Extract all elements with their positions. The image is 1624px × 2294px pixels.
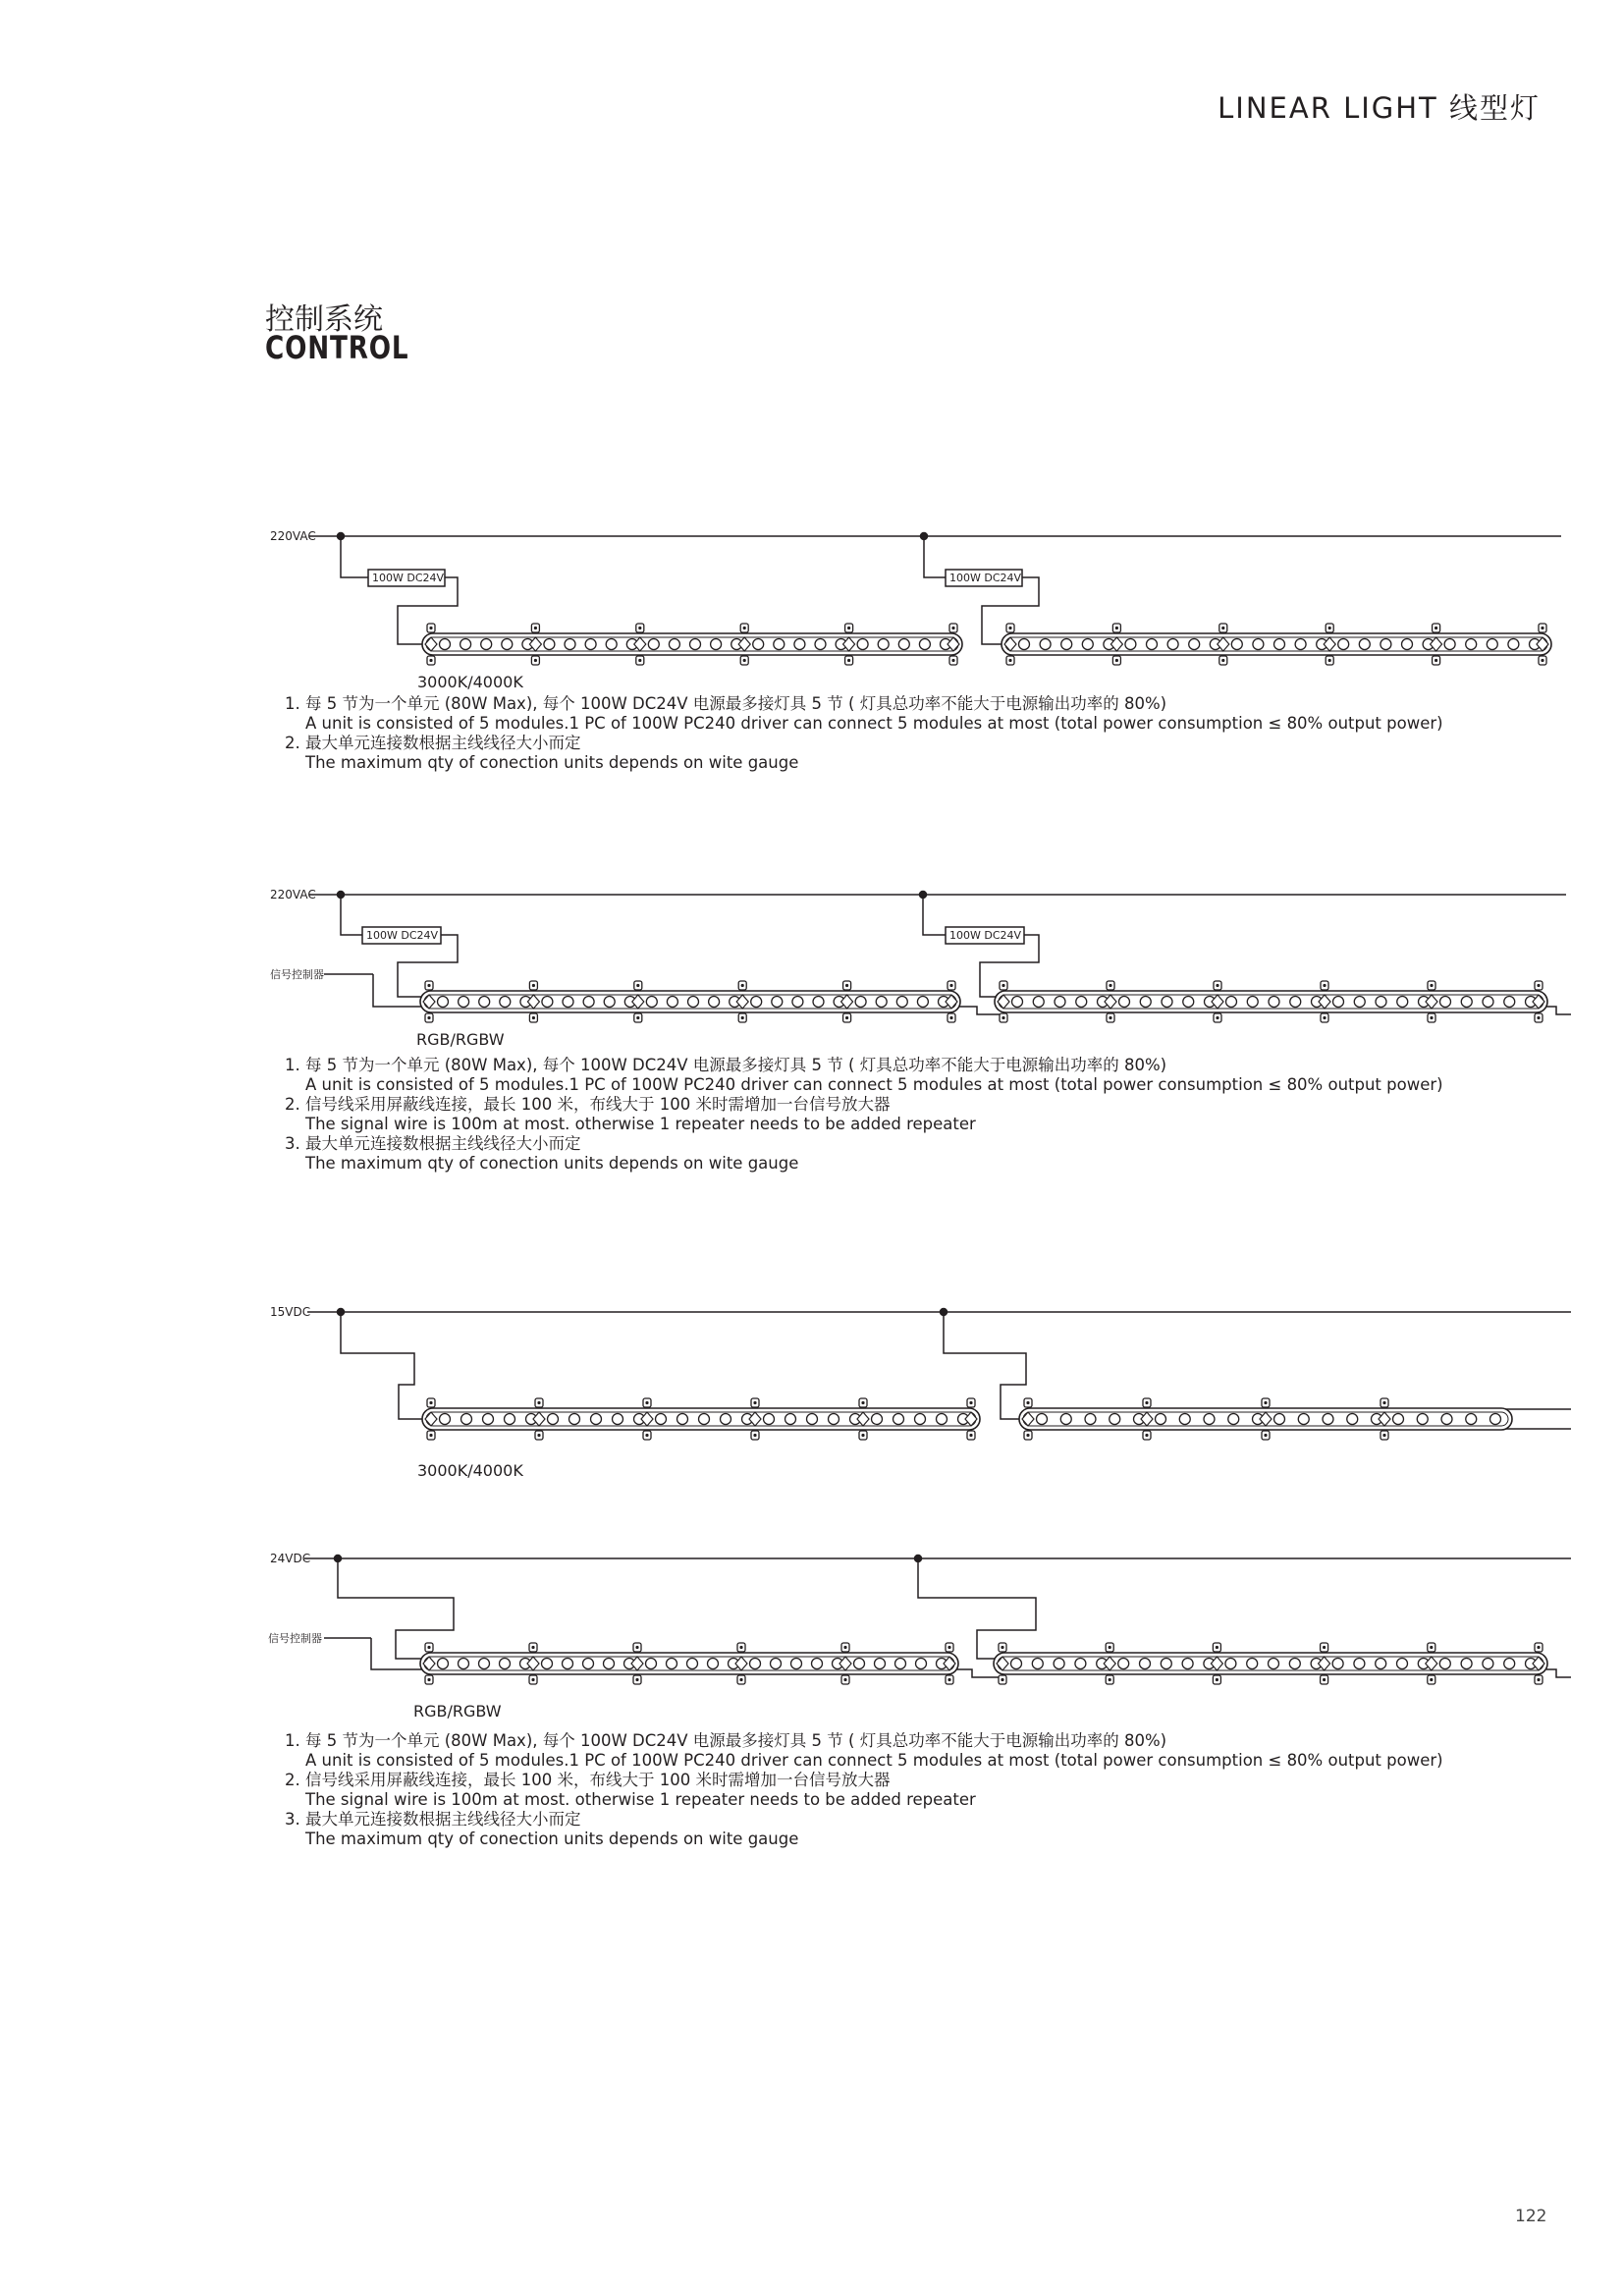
notes-block-2 [285, 1056, 1443, 1174]
driver-label-2: 100W DC24V [949, 572, 1022, 584]
note-en: A unit is consisted of 5 modules.1 PC of 100W PC240 driver can connect 5 modules at most (total power consumption ≤ 80% output power) [305, 1075, 1443, 1094]
controller-label-1: 信号控制器 [270, 968, 324, 981]
note-cn: 1. 每 5 节为一个单元 (80W Max), 每个 100W DC24V 电源最多接灯具 5 节 ( 灯具总功率不能大于电源输出功率的 80%) [285, 1731, 1167, 1750]
note-cn: 2. 信号线采用屏蔽线连接，最长 100 米，布线大于 100 米时需增加一台信号放大器 [285, 1771, 891, 1789]
caption-3: 3000K/4000K [417, 1461, 523, 1480]
driver-label-4: 100W DC24V [949, 929, 1022, 942]
supply-label-3: 15VDC [270, 1305, 311, 1319]
note-cn: 2. 信号线采用屏蔽线连接，最长 100 米，布线大于 100 米时需增加一台信号放大器 [285, 1095, 891, 1114]
header-title: LINEAR LIGHT 线型灯 [1218, 91, 1541, 125]
note-en: The maximum qty of conection units depends on wite gauge [305, 753, 799, 772]
caption-4: RGB/RGBW [413, 1702, 502, 1720]
light-bar [422, 624, 962, 665]
note-en: The signal wire is 100m at most. otherwise 1 repeater needs to be added repeater [305, 1790, 976, 1809]
light-bar [1001, 624, 1551, 665]
light-bar [422, 1398, 980, 1440]
light-bar [420, 981, 960, 1022]
driver-label-1: 100W DC24V [372, 572, 445, 584]
caption-1: 3000K/4000K [417, 673, 523, 691]
note-cn: 3. 最大单元连接数根据主线线径大小而定 [285, 1134, 581, 1153]
section-title-en: CONTROL [265, 329, 409, 366]
note-en: The maximum qty of conection units depends on wite gauge [305, 1154, 799, 1173]
diagram-1 [309, 533, 1561, 645]
supply-label-1: 220VAC [270, 529, 316, 543]
note-cn: 1. 每 5 节为一个单元 (80W Max), 每个 100W DC24V 电源最多接灯具 5 节 ( 灯具总功率不能大于电源输出功率的 80%) [285, 1056, 1167, 1074]
controller-label-2: 信号控制器 [268, 1632, 322, 1645]
light-bar [420, 1643, 958, 1684]
note-en: The maximum qty of conection units depends on wite gauge [305, 1830, 799, 1848]
note-cn: 3. 最大单元连接数根据主线线径大小而定 [285, 1810, 581, 1829]
notes-block-3 [285, 1731, 1443, 1849]
caption-2: RGB/RGBW [416, 1030, 505, 1049]
page-number: 122 [1515, 2207, 1547, 2226]
note-cn: 1. 每 5 节为一个单元 (80W Max), 每个 100W DC24V 电源最多接灯具 5 节 ( 灯具总功率不能大于电源输出功率的 80%) [285, 694, 1167, 713]
note-en: A unit is consisted of 5 modules.1 PC of 100W PC240 driver can connect 5 modules at most (total power consumption ≤ 80% output power) [305, 1751, 1443, 1770]
note-cn: 2. 最大单元连接数根据主线线径大小而定 [285, 734, 581, 752]
note-en: The signal wire is 100m at most. otherwise 1 repeater needs to be added repeater [305, 1115, 976, 1133]
light-bar [995, 981, 1547, 1022]
light-bar [994, 1643, 1547, 1684]
supply-label-2: 220VAC [270, 888, 316, 901]
driver-label-3: 100W DC24V [366, 929, 439, 942]
section-title-cn: 控制系统 [265, 302, 383, 337]
light-bar [1019, 1398, 1512, 1440]
notes-block-1 [285, 694, 1443, 773]
supply-label-4: 24VDC [270, 1552, 311, 1565]
note-en: A unit is consisted of 5 modules.1 PC of 100W PC240 driver can connect 5 modules at most (total power consumption ≤ 80% output power) [305, 714, 1443, 733]
